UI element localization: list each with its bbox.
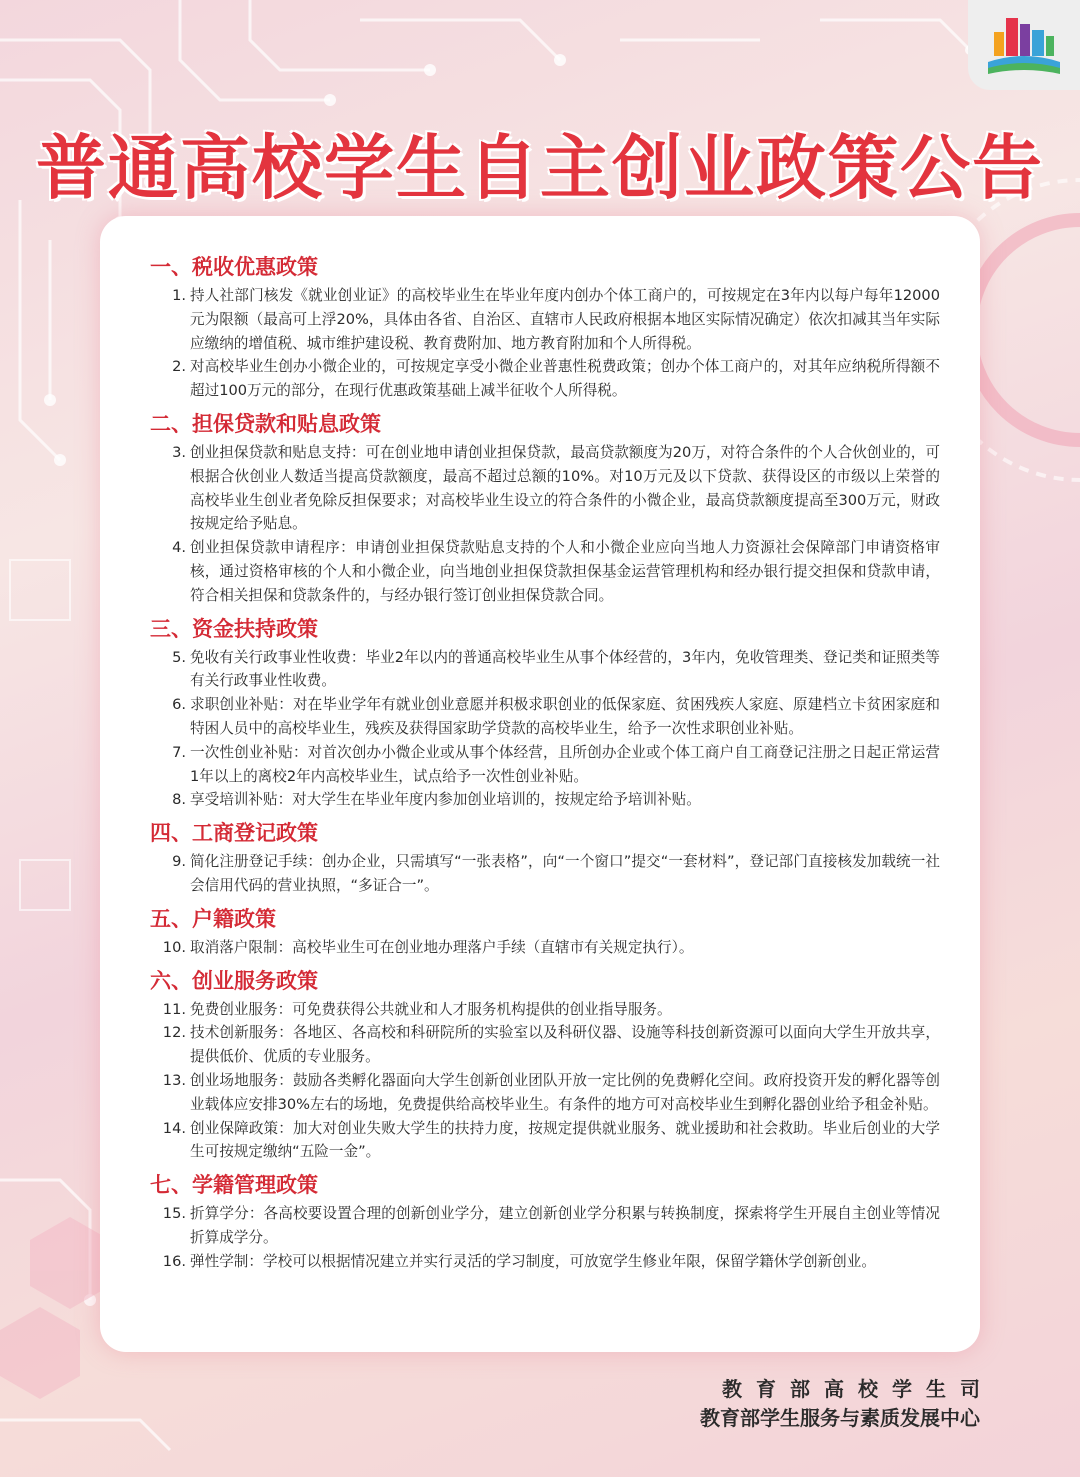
city-buildings-icon (986, 10, 1062, 78)
item-text: 持人社部门核发《就业创业证》的高校毕业生在毕业年度内创办个体工商户的，可按规定在3年内以每户每年12000元为限额（最高可上浮20%，具体由各省、自治区、直辖市人民政府根据本地区实际情况确定）依次扣减其当年实际应缴纳的增值税、城市维护建设税、教育费附加、地方教育附加和个人所得税。 (190, 287, 940, 352)
item-number: 3. (172, 443, 186, 461)
policy-section (150, 252, 940, 403)
policy-section (150, 614, 940, 813)
item-number: 14. (162, 1119, 186, 1137)
policy-section (150, 409, 940, 608)
section-title: 七、学籍管理政策 (150, 1173, 318, 1198)
policy-item (150, 536, 940, 607)
policy-section (150, 1170, 940, 1273)
policy-item (150, 1202, 940, 1250)
item-number: 9. (172, 853, 186, 871)
item-text: 对高校毕业生创办小微企业的，可按规定享受小微企业普惠性税费政策；创办个体工商户的，对其年应纳税所得额不超过100万元的部分，在现行优惠政策基础上减半征收个人所得税。 (190, 358, 940, 400)
section-title: 六、创业服务政策 (150, 968, 318, 993)
item-text: 折算学分：各高校要设置合理的创新创业学分，建立创新创业学分积累与转换制度，探索将学生开展自主创业等情况折算成学分。 (190, 1205, 940, 1246)
policy-item (150, 441, 940, 536)
item-number: 11. (162, 1000, 186, 1018)
item-number: 4. (172, 539, 186, 557)
policy-section (150, 966, 940, 1165)
logo (968, 0, 1080, 90)
item-number: 15. (162, 1205, 186, 1223)
policy-section (150, 904, 940, 960)
policy-item (150, 1021, 940, 1069)
item-text: 免收有关行政事业性收费：毕业2年以内的普通高校毕业生从事个体经营的，3年内，免收管理类、登记类和证照类等有关行政事业性收费。 (190, 648, 940, 690)
policy-item (150, 936, 940, 960)
item-number: 10. (162, 938, 186, 956)
item-number: 7. (172, 743, 186, 761)
issuer-block (700, 1375, 994, 1433)
policy-item (150, 284, 940, 355)
item-text: 一次性创业补贴：对首次创办小微企业或从事个体经营，且所创办企业或个体工商户自工商登记注册之日起正常运营1年以上的离校2年内高校毕业生，试点给予一次性创业补贴。 (190, 743, 940, 785)
policy-item (150, 741, 940, 789)
policy-card (100, 216, 980, 1352)
item-text: 创业担保贷款申请程序：申请创业担保贷款贴息支持的个人和小微企业应向当地人力资源社会保障部门申请资格审核，通过资格审核的个人和小微企业，向当地创业担保贷款担保基金运营管理机构和经办银行提交担保和贷款申请，符合相关担保和贷款条件的，与经办银行签订创业担保贷款合同。 (190, 539, 940, 604)
item-text: 技术创新服务：各地区、各高校和科研院所的实验室以及科研仪器、设施等科技创新资源可以面向大学生开放共享，提供低价、优质的专业服务。 (190, 1024, 940, 1066)
item-number: 16. (162, 1252, 186, 1270)
page-title: 普通高校学生自主创业政策公告 (36, 127, 1044, 209)
issuer-line-2: 教育部学生服务与素质发展中心 (700, 1406, 980, 1430)
policy-item (150, 355, 940, 403)
item-number: 12. (162, 1024, 186, 1042)
item-number: 6. (172, 696, 186, 714)
item-text: 享受培训补贴：对大学生在毕业年度内参加创业培训的，按规定给予培训补贴。 (190, 791, 701, 809)
policy-item (150, 1069, 940, 1117)
item-number: 1. (172, 287, 186, 304)
section-title: 四、工商登记政策 (150, 821, 318, 846)
item-text: 创业保障政策：加大对创业失败大学生的扶持力度，按规定提供就业服务、就业援助和社会救助。毕业后创业的大学生可按规定缴纳“五险一金”。 (190, 1119, 940, 1161)
item-number: 5. (172, 648, 186, 666)
policy-item (150, 850, 940, 898)
item-number: 13. (162, 1071, 186, 1089)
issuer-line-1: 教育部高校学生司 (722, 1377, 994, 1401)
item-text: 创业场地服务：鼓励各类孵化器面向大学生创新创业团队开放一定比例的免费孵化空间。政府投资开发的孵化器等创业载体应安排30%左右的场地，免费提供给高校毕业生。有条件的地方可对高校毕业生到孵化器创业给予租金补贴。 (190, 1071, 940, 1113)
policy-list (150, 252, 940, 1280)
policy-item (150, 788, 940, 812)
policy-item (150, 1117, 940, 1165)
section-title: 三、资金扶持政策 (150, 616, 318, 641)
item-text: 取消落户限制：高校毕业生可在创业地办理落户手续（直辖市有关规定执行）。 (190, 938, 694, 956)
section-title: 五、户籍政策 (150, 906, 276, 931)
item-number: 8. (172, 791, 186, 809)
item-text: 简化注册登记手续：创办企业，只需填写“一张表格”，向“一个窗口”提交“一套材料”，登记部门直接核发加载统一社会信用代码的营业执照，“多证合一”。 (190, 853, 940, 894)
policy-item (150, 693, 940, 741)
item-text: 弹性学制：学校可以根据情况建立并实行灵活的学习制度，可放宽学生修业年限，保留学籍休学创新创业。 (190, 1252, 876, 1270)
item-number: 2. (172, 358, 186, 376)
item-text: 免费创业服务：可免费获得公共就业和人才服务机构提供的创业指导服务。 (190, 1000, 672, 1018)
policy-item (150, 1250, 940, 1274)
section-title: 二、担保贷款和贴息政策 (150, 411, 381, 436)
policy-item (150, 646, 940, 694)
item-text: 创业担保贷款和贴息支持：可在创业地申请创业担保贷款，最高贷款额度为20万，对符合条件的个人合伙创业的，可根据合伙创业人数适当提高贷款额度，最高不超过总额的10%。对10万元及以下贷款、获得设区的市级以上荣誉的高校毕业生创业者免除反担保要求；对高校毕业生设立的符合条件的小微企业，最高贷款额度提高至300万元，财政按规定给予贴息。 (190, 443, 940, 533)
item-text: 求职创业补贴：对在毕业学年有就业创业意愿并积极求职创业的低保家庭、贫困残疾人家庭、原建档立卡贫困家庭和特困人员中的高校毕业生，残疾及获得国家助学贷款的高校毕业生，给予一次性求职创业补贴。 (190, 696, 940, 737)
policy-section (150, 818, 940, 898)
policy-item (150, 998, 940, 1022)
section-title: 一、税收优惠政策 (150, 255, 318, 279)
